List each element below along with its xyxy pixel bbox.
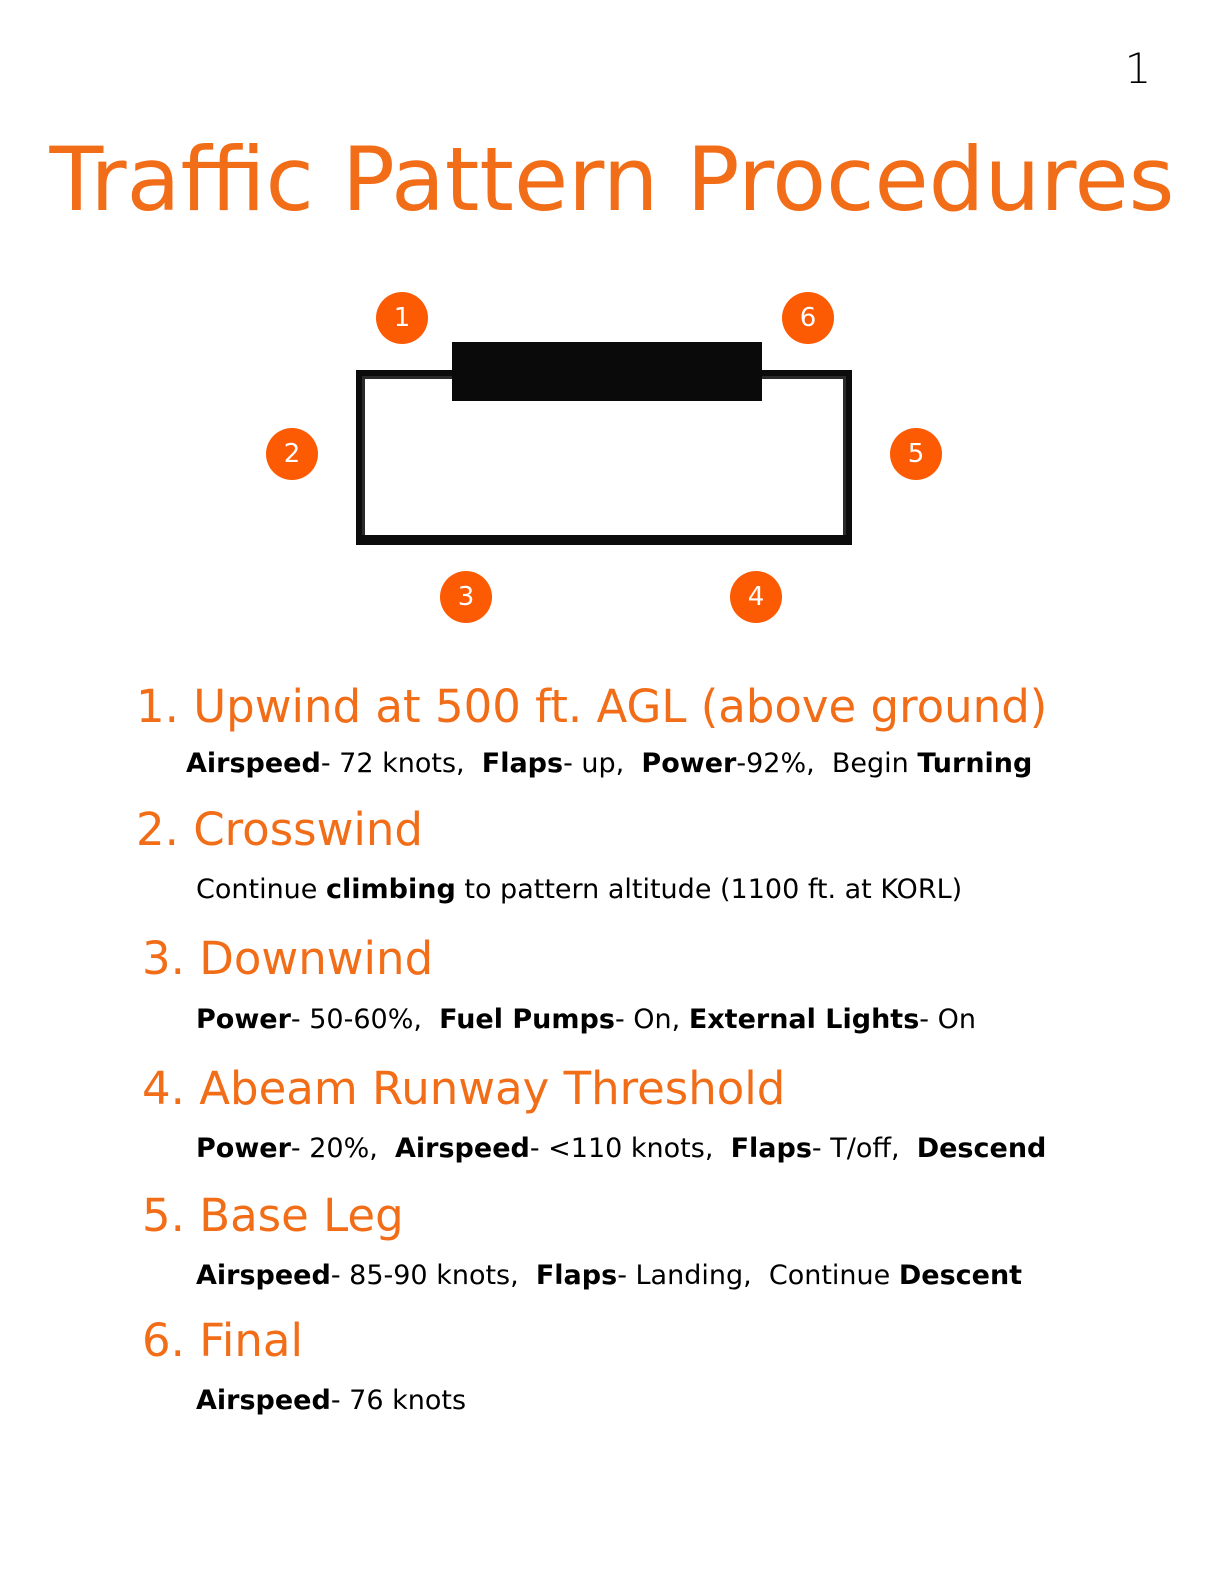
marker-5: 5 xyxy=(890,428,942,480)
step-4-text-power: - 20%, xyxy=(290,1133,396,1164)
marker-6: 6 xyxy=(782,292,834,344)
step-1-label-flaps: Flaps xyxy=(481,748,564,779)
step-4-text-flaps: - T/off, xyxy=(811,1133,917,1164)
step-3-label-power: Power xyxy=(196,1004,291,1035)
step-1-label-airspeed: Airspeed xyxy=(186,748,321,779)
step-6-label-airspeed: Airspeed xyxy=(196,1385,331,1416)
step-5-heading: 5. Base Leg xyxy=(142,1189,404,1242)
step-1-label-turning: Turning xyxy=(917,748,1033,779)
step-2-text-altitude: to pattern altitude (1100 ft. at KORL) xyxy=(455,874,963,905)
step-5-text-flaps: - Landing, Continue xyxy=(617,1260,899,1291)
page-title: Traffic Pattern Procedures xyxy=(49,128,1175,231)
step-1-text-flaps: - up, xyxy=(563,748,642,779)
step-2-text-continue: Continue xyxy=(196,874,326,905)
step-4-text-airspeed: - <110 knots, xyxy=(529,1133,731,1164)
step-4-label-power: Power xyxy=(196,1133,291,1164)
step-4-label-airspeed: Airspeed xyxy=(395,1133,530,1164)
step-1-text-airspeed: - 72 knots, xyxy=(320,748,482,779)
step-3-text-fuel-pumps: - On, xyxy=(614,1004,689,1035)
step-4-detail xyxy=(196,1133,1046,1164)
step-1-label-power: Power xyxy=(641,748,737,779)
step-1-heading: 1. Upwind at 500 ft. AGL (above ground) xyxy=(136,680,1048,733)
step-3-detail xyxy=(196,1004,976,1035)
marker-2: 2 xyxy=(266,428,318,480)
step-5-text-airspeed: - 85-90 knots, xyxy=(330,1260,536,1291)
step-6-heading: 6. Final xyxy=(142,1314,303,1367)
step-3-text-power: - 50-60%, xyxy=(290,1004,440,1035)
marker-1: 1 xyxy=(376,292,428,344)
step-4-label-flaps: Flaps xyxy=(730,1133,812,1164)
traffic-pattern-diagram xyxy=(0,0,1224,660)
step-4-heading: 4. Abeam Runway Threshold xyxy=(142,1062,786,1115)
step-1-text-power: -92%, Begin xyxy=(736,748,918,779)
step-5-label-airspeed: Airspeed xyxy=(196,1260,331,1291)
marker-3: 3 xyxy=(440,571,492,623)
step-3-label-fuel-pumps: Fuel Pumps xyxy=(439,1004,615,1035)
step-5-detail xyxy=(196,1260,1022,1291)
step-1-detail xyxy=(186,748,1032,779)
step-6-text-airspeed: - 76 knots xyxy=(330,1385,467,1416)
step-3-text-external-lights: - On xyxy=(919,1004,976,1035)
step-5-label-descent: Descent xyxy=(898,1260,1023,1291)
marker-4: 4 xyxy=(730,571,782,623)
step-2-detail xyxy=(196,874,962,905)
step-3-label-external-lights: External Lights xyxy=(688,1004,920,1035)
step-2-label-climbing: climbing xyxy=(326,874,456,905)
runway xyxy=(452,342,762,401)
step-5-label-flaps: Flaps xyxy=(535,1260,618,1291)
step-2-heading: 2. Crosswind xyxy=(136,803,423,856)
page-number: 1 xyxy=(1124,44,1152,93)
step-3-heading: 3. Downwind xyxy=(142,932,434,985)
step-4-label-descend: Descend xyxy=(916,1133,1047,1164)
step-6-detail xyxy=(196,1385,466,1416)
